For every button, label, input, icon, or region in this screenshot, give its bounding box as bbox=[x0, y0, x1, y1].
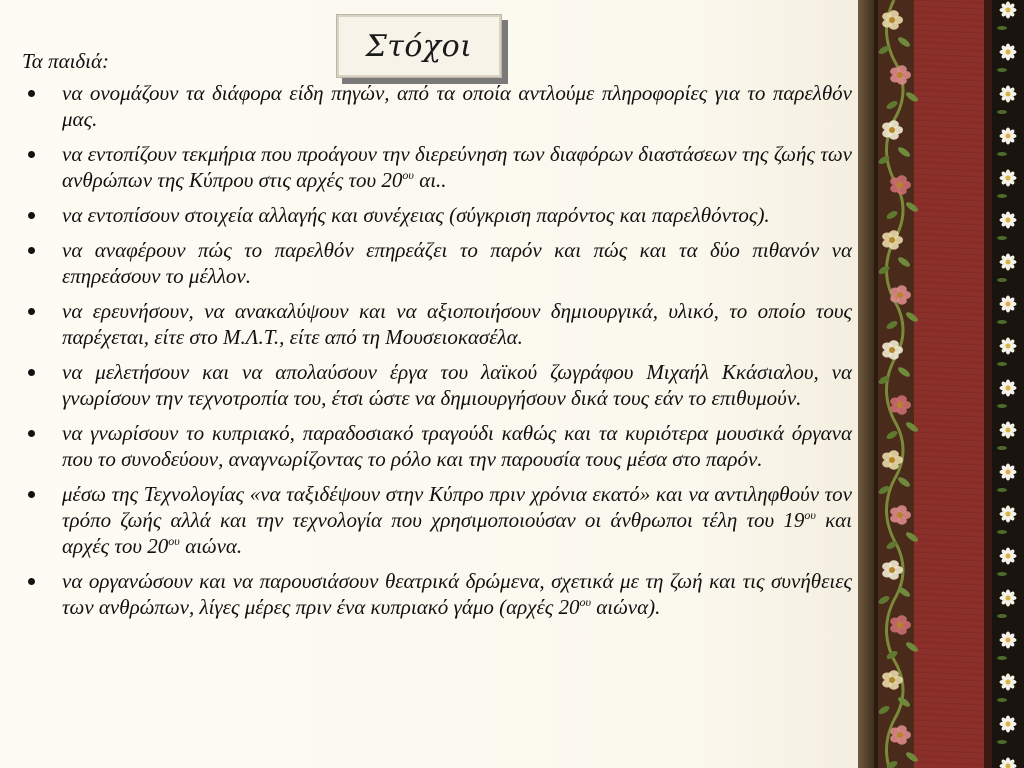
goal-text: να εντοπίζουν τεκμήρια που προάγουν την διερεύνηση των διαφόρων διαστάσεων της ζωής των ανθρώπων της Κύπρου στις αρχές του 20 bbox=[62, 142, 852, 192]
goal-item bbox=[22, 359, 852, 411]
goal-text: να οργανώσουν και να παρουσιάσουν θεατρικά δρώμενα, σχετικά με τη ζωή και τις συνήθειες των ανθρώπων, λίγες μέρες πριν ένα κυπριακό γάμο (αρχές 20 bbox=[62, 569, 852, 619]
floral-border-icon bbox=[874, 0, 1024, 768]
goal-text: να ονομάζουν τα διάφορα είδη πηγών, από τα οποία αντλούμε πληροφορίες για το παρελθόν μας. bbox=[62, 81, 852, 131]
goal-text: να ερευνήσουν, να ανακαλύψουν και να αξιοποιήσουν δημιουργικά, υλικό, το οποίο τους παρέχεται, είτε στο Μ.Λ.Τ., είτε από τη Μουσειοκασέλα. bbox=[62, 299, 852, 349]
bullet-icon bbox=[28, 430, 35, 437]
goal-text: αι.. bbox=[413, 168, 447, 192]
slide-content bbox=[22, 48, 852, 629]
bullet-icon bbox=[28, 578, 35, 585]
bullet-icon bbox=[28, 247, 35, 254]
bullet-icon bbox=[28, 308, 35, 315]
goal-text: να γνωρίσουν το κυπριακό, παραδοσιακό τραγούδι καθώς και τα κυριότερα μουσικά όργανα που το συνοδεύουν, αναγνωρίζοντας το ρόλο και την παρουσία τους μέσα στο παρόν. bbox=[62, 421, 852, 471]
goal-item bbox=[22, 202, 852, 228]
goal-item bbox=[22, 237, 852, 289]
bullet-icon bbox=[28, 212, 35, 219]
goal-text: να εντοπίσουν στοιχεία αλλαγής και συνέχειας (σύγκριση παρόντος και παρελθόντος). bbox=[62, 203, 770, 227]
goal-superscript: ου bbox=[402, 168, 414, 182]
intro-text: Τα παιδιά: bbox=[22, 49, 110, 73]
goal-superscript: ου bbox=[168, 534, 180, 548]
bullet-icon bbox=[28, 491, 35, 498]
bullet-icon bbox=[28, 151, 35, 158]
goal-item bbox=[22, 568, 852, 620]
goal-text: να αναφέρουν πώς το παρελθόν επηρεάζει το παρόν και πώς και τα δύο πιθανόν να επηρεάσουν το μέλλον. bbox=[62, 238, 852, 288]
goal-item bbox=[22, 80, 852, 132]
bullet-icon bbox=[28, 369, 35, 376]
goal-item bbox=[22, 298, 852, 350]
goal-text: μέσω της Τεχνολογίας «να ταξιδέψουν στην Κύπρο πριν χρόνια εκατό» και να αντιληφθούν τον τρόπο ζωής αλλά και την τεχνολογία που χρησιμοποιούσαν οι άνθρωποι τέλη του 19 bbox=[62, 482, 852, 532]
bullet-icon bbox=[28, 90, 35, 97]
goal-item bbox=[22, 420, 852, 472]
goal-text: αιώνα). bbox=[591, 595, 661, 619]
goal-superscript: ου bbox=[579, 595, 592, 609]
slide-title: Στόχοι bbox=[365, 28, 473, 64]
goals-list bbox=[22, 80, 852, 620]
goal-text: αιώνα. bbox=[179, 534, 243, 558]
goal-text: να μελετήσουν και να απολαύσουν έργα του λαϊκού ζωγράφου Μιχαήλ Κκάσιαλου, να γνωρίσουν την τεχνοτροπία του, έτσι ώστε να δημιουργήσουν δικά τους εάν το επιθυμούν. bbox=[62, 360, 852, 410]
goal-text: και αρχές του 20 bbox=[62, 508, 853, 558]
goal-item bbox=[22, 141, 852, 193]
goal-superscript: ου bbox=[804, 508, 816, 522]
goal-item bbox=[22, 481, 852, 559]
